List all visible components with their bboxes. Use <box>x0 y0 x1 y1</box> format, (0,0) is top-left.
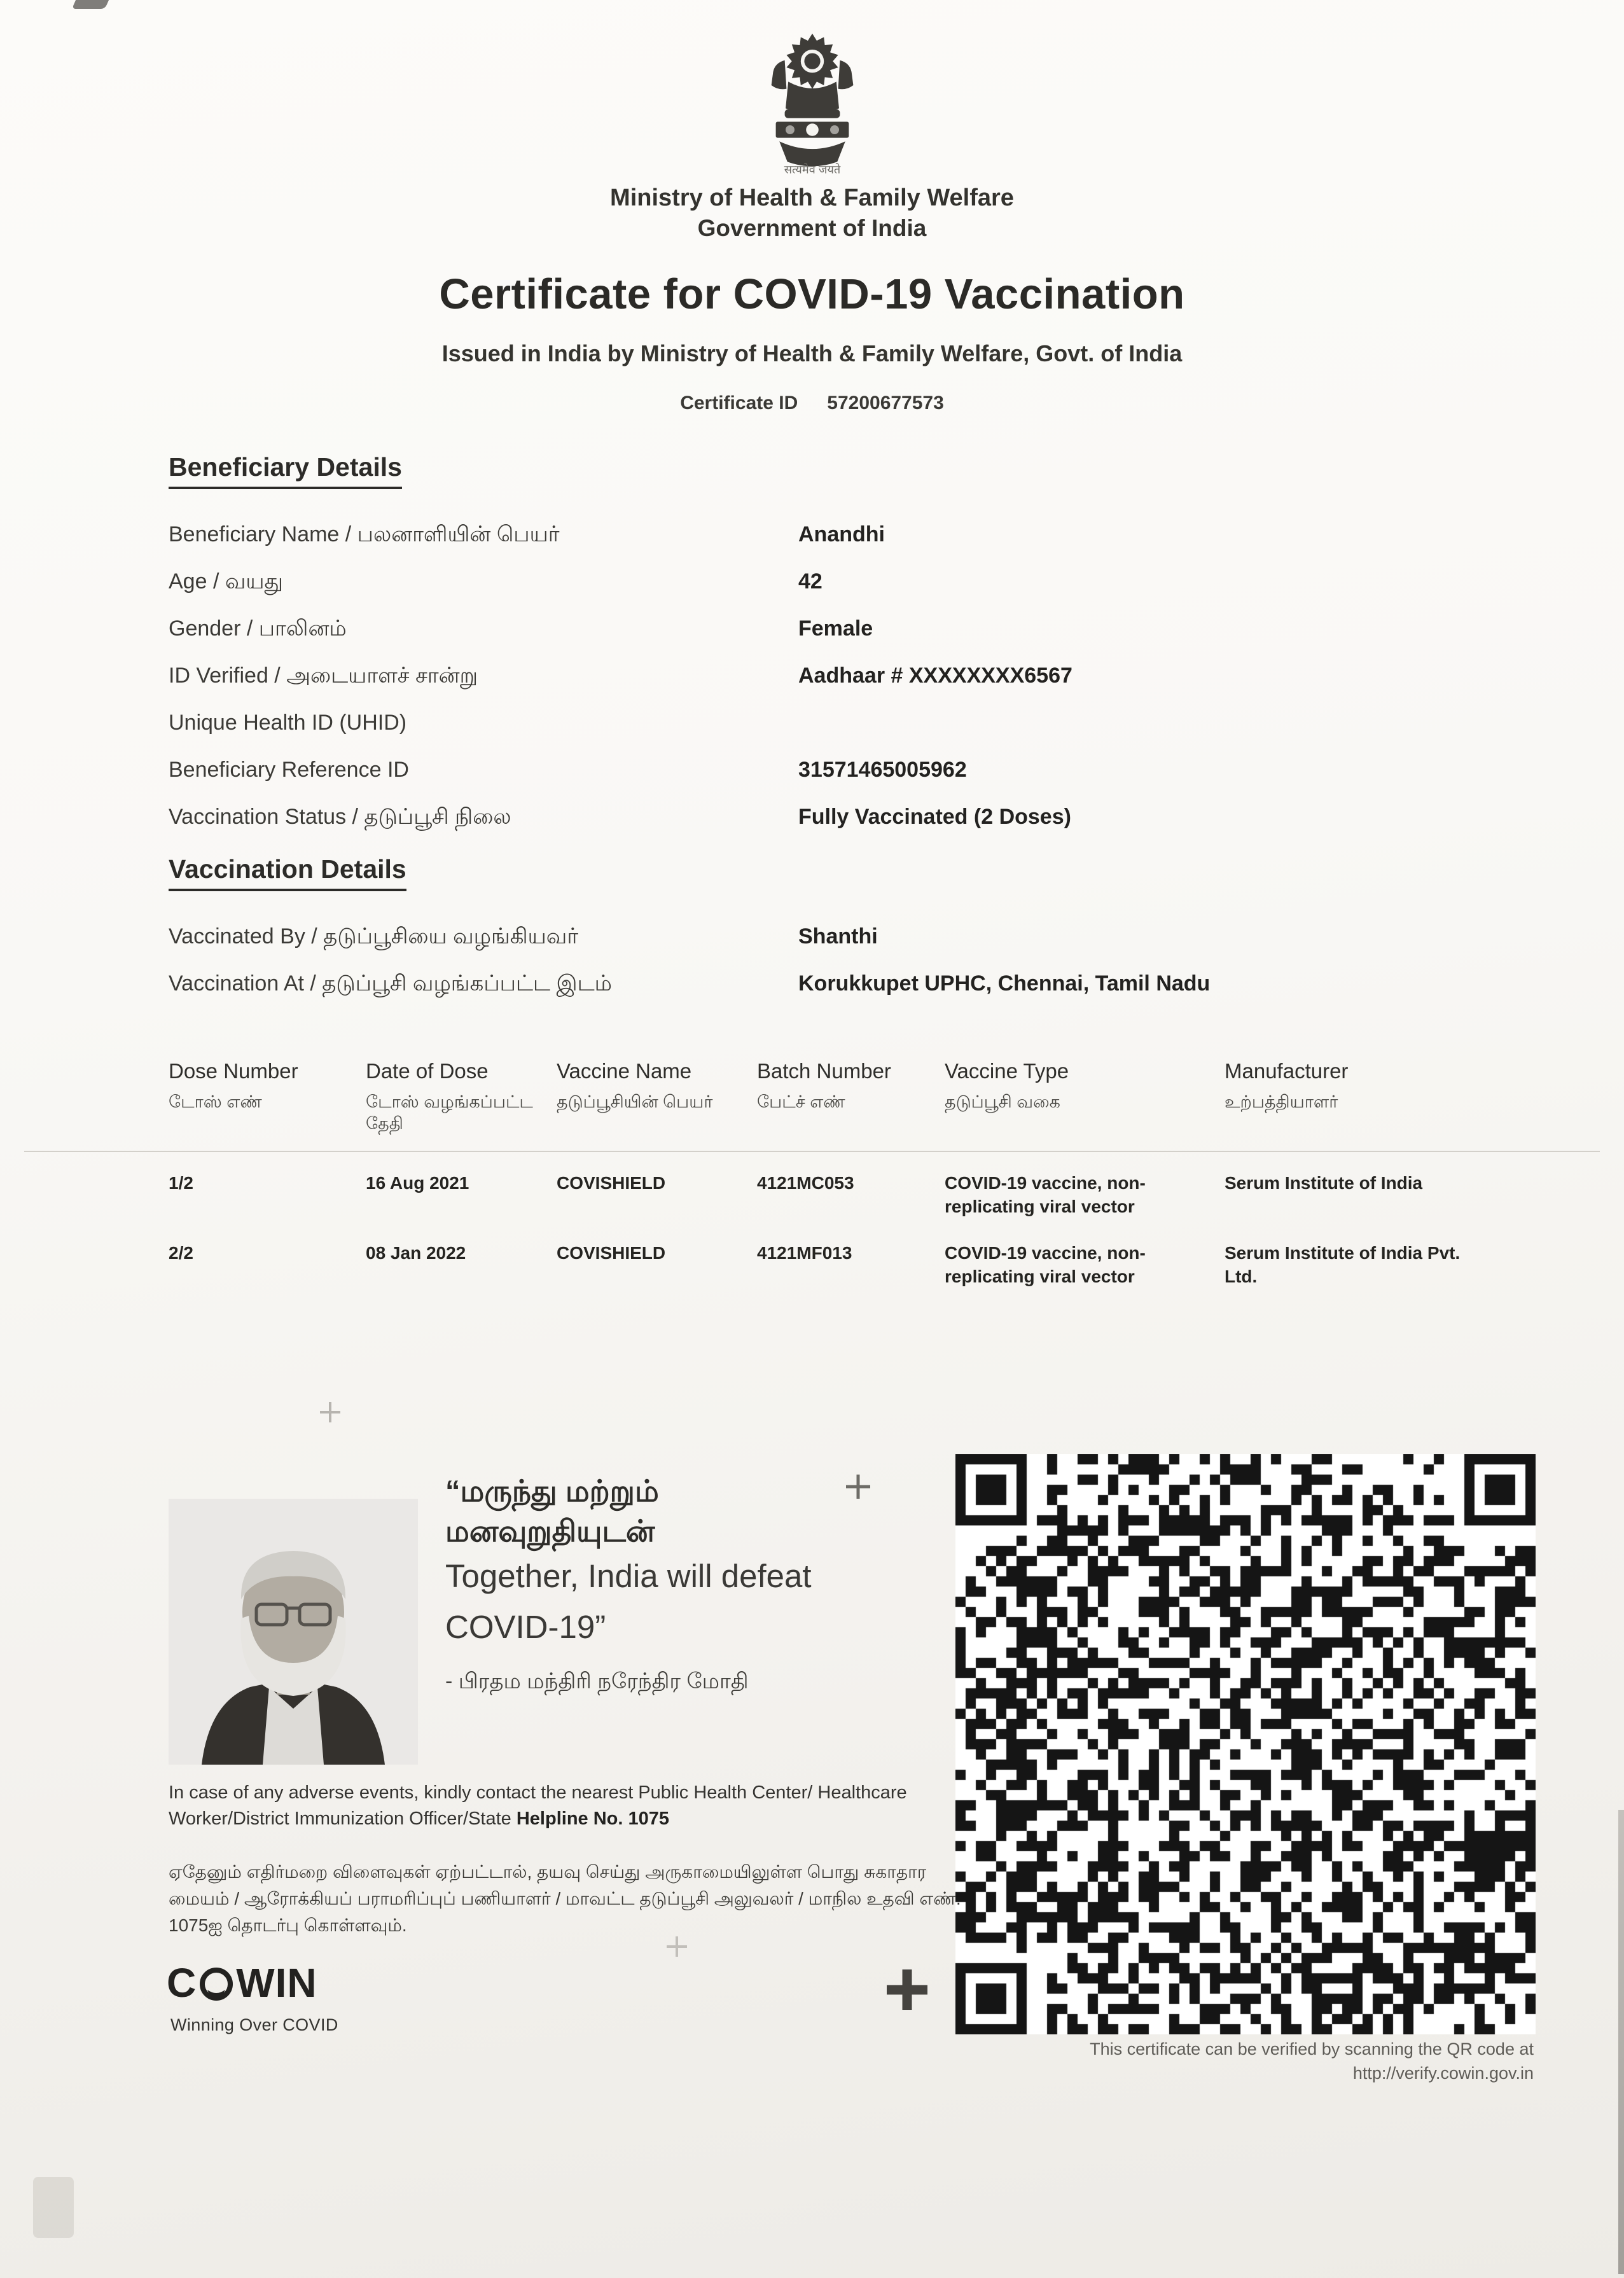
header-manufacturer: Manufacturer உற்பத்தியாளர் <box>1225 1059 1349 1111</box>
vaccination-section-title: Vaccination Details <box>169 854 406 891</box>
field-row <box>169 522 1497 550</box>
qr-code <box>955 1454 1536 2034</box>
ministry-name: Ministry of Health & Family Welfare <box>610 184 1014 211</box>
government-name: Government of India <box>697 215 927 241</box>
beneficiary-fields <box>169 522 1497 833</box>
cell-dose: 1/2 <box>169 1173 193 1193</box>
vaccination-at-label: Vaccination At / தடுப்பூசி வழங்கப்பட்ட இடம் <box>169 971 612 996</box>
field-row <box>169 805 1497 833</box>
vaccinated-by-value: Shanthi <box>798 924 878 948</box>
field-row <box>169 758 1497 786</box>
cowin-logo-c: C <box>167 1960 197 2006</box>
table-row <box>169 1241 1497 1288</box>
beneficiary-section-title: Beneficiary Details <box>169 452 402 489</box>
adverse-events-notice-ta: ஏதேனும் எதிர்மறை விளைவுகள் ஏற்பட்டால், தயவு செய்து அருகாமையிலுள்ள பொது சுகாதார மையம் / ஆரோக்கியப் பராமரிப்புப் பணியாளர் / மாவட்ட தடுப்பூசி அலுவலர் / மாநில உதவி எண். 1075ஐ தொடர்பு கொள்ளவும். <box>169 1862 961 1935</box>
registration-cross-icon <box>667 1936 687 1957</box>
cowin-logo <box>167 1959 317 2006</box>
vaccination-fields <box>169 924 1497 999</box>
vaccinated-by-label: Vaccinated By / தடுப்பூசியை வழங்கியவர் <box>169 924 579 948</box>
field-row <box>169 711 1497 739</box>
header-dose-number: Dose Number டோஸ் எண் <box>169 1059 298 1111</box>
cowin-tagline: Winning Over COVID <box>170 2015 338 2034</box>
header-vaccine-name: Vaccine Name தடுப்பூசியின் பெயர் <box>557 1059 713 1111</box>
table-divider <box>24 1151 1600 1152</box>
age-label: Age / வயது <box>169 569 284 594</box>
field-row <box>169 924 1497 952</box>
scan-artifact <box>33 2177 74 2238</box>
beneficiary-section <box>0 452 1624 833</box>
quote-english-line-2: COVID-19” <box>445 1609 606 1645</box>
beneficiary-name-label: Beneficiary Name / பலனாளியின் பெயர் <box>169 522 560 546</box>
emblem-motto: सत्यमेव जयते <box>784 163 840 176</box>
certificate-title: Certificate for COVID-19 Vaccination <box>439 270 1185 318</box>
dose-table-header <box>169 1059 1497 1134</box>
cell-date: 16 Aug 2021 <box>366 1173 469 1193</box>
verification-url: http://verify.cowin.gov.in <box>1352 2064 1534 2083</box>
header-vaccine-type: Vaccine Type தடுப்பூசி வகை <box>945 1059 1069 1111</box>
certificate-id-label: Certificate ID <box>680 392 798 413</box>
registration-cross-icon <box>887 1969 927 2010</box>
cell-vaccine: COVISHIELD <box>557 1243 666 1263</box>
vaccination-at-value: Korukkupet UPHC, Chennai, Tamil Nadu <box>798 971 1211 996</box>
quote-attribution: - பிரதம மந்திரி நரேந்திர மோதி <box>445 1669 749 1693</box>
table-row <box>169 1171 1497 1218</box>
quote-english-line-1: Together, India will defeat <box>445 1558 812 1594</box>
adverse-events-notice-en: In case of any adverse events, kindly contact the nearest Public Health Center/ Healthcare Worker/District Immunization Officer/State Helpline No. 1075 <box>169 1782 907 1829</box>
age-value: 42 <box>798 569 822 594</box>
gender-value: Female <box>798 616 873 641</box>
quote-tamil-line-2: மனவுறுதியுடன் <box>445 1514 655 1548</box>
pm-portrait-photo <box>169 1499 418 1765</box>
vaccination-status-label: Vaccination Status / தடுப்பூசி நிலை <box>169 805 511 829</box>
field-row <box>169 663 1497 691</box>
cell-manufacturer: Serum Institute of India <box>1225 1173 1423 1193</box>
field-row <box>169 616 1497 644</box>
beneficiary-reference-id-value: 31571465005962 <box>798 758 967 782</box>
cowin-logo-win: WIN <box>236 1960 317 2006</box>
beneficiary-reference-id-label: Beneficiary Reference ID <box>169 758 409 782</box>
field-row <box>169 971 1497 999</box>
scan-artifact <box>1618 1810 1624 2274</box>
vaccination-section <box>0 854 1624 999</box>
header-batch-number: Batch Number பேட்ச் எண் <box>757 1059 891 1111</box>
certificate-id-value: 57200677573 <box>827 392 944 413</box>
beneficiary-name-value: Anandhi <box>798 522 885 546</box>
id-verified-label: ID Verified / அடையாளச் சான்று <box>169 663 478 688</box>
cell-vaccine: COVISHIELD <box>557 1173 666 1193</box>
vaccination-status-value: Fully Vaccinated (2 Doses) <box>798 805 1071 829</box>
registration-cross-icon <box>320 1402 340 1422</box>
field-row <box>169 569 1497 597</box>
pm-quote <box>445 1471 973 1697</box>
header-date-of-dose: Date of Dose டோஸ் வழங்கப்பட்ட தேதி <box>366 1059 533 1133</box>
certificate-id-row <box>0 392 1624 414</box>
cowin-globe-icon <box>199 1967 233 2001</box>
cell-batch: 4121MF013 <box>757 1243 852 1263</box>
cell-date: 08 Jan 2022 <box>366 1243 466 1263</box>
pm-portrait-illustration <box>169 1499 418 1765</box>
cell-dose: 2/2 <box>169 1243 193 1263</box>
verification-note <box>1090 2037 1534 2085</box>
id-verified-value: Aadhaar # XXXXXXXX6567 <box>798 663 1072 688</box>
cell-manufacturer: Serum Institute of India Pvt. Ltd. <box>1225 1243 1461 1286</box>
cell-batch: 4121MC053 <box>757 1173 854 1193</box>
helpline-number: Helpline No. 1075 <box>516 1809 670 1829</box>
gender-label: Gender / பாலினம் <box>169 616 347 641</box>
verification-note-text: This certificate can be verified by scanning the QR code at <box>1090 2039 1534 2059</box>
certificate-subtitle: Issued in India by Ministry of Health & Family Welfare, Govt. of India <box>441 340 1183 366</box>
quote-tamil-line-1: “மருந்து மற்றும் <box>445 1474 659 1508</box>
qr-code-canvas <box>955 1454 1536 2034</box>
certificate-header <box>0 0 1624 414</box>
dose-table <box>0 1059 1624 1288</box>
india-national-emblem-icon <box>759 28 866 178</box>
cell-type: COVID-19 vaccine, non-replicating viral vector <box>945 1243 1146 1286</box>
uhid-label: Unique Health ID (UHID) <box>169 711 407 735</box>
cell-type: COVID-19 vaccine, non-replicating viral vector <box>945 1173 1146 1216</box>
